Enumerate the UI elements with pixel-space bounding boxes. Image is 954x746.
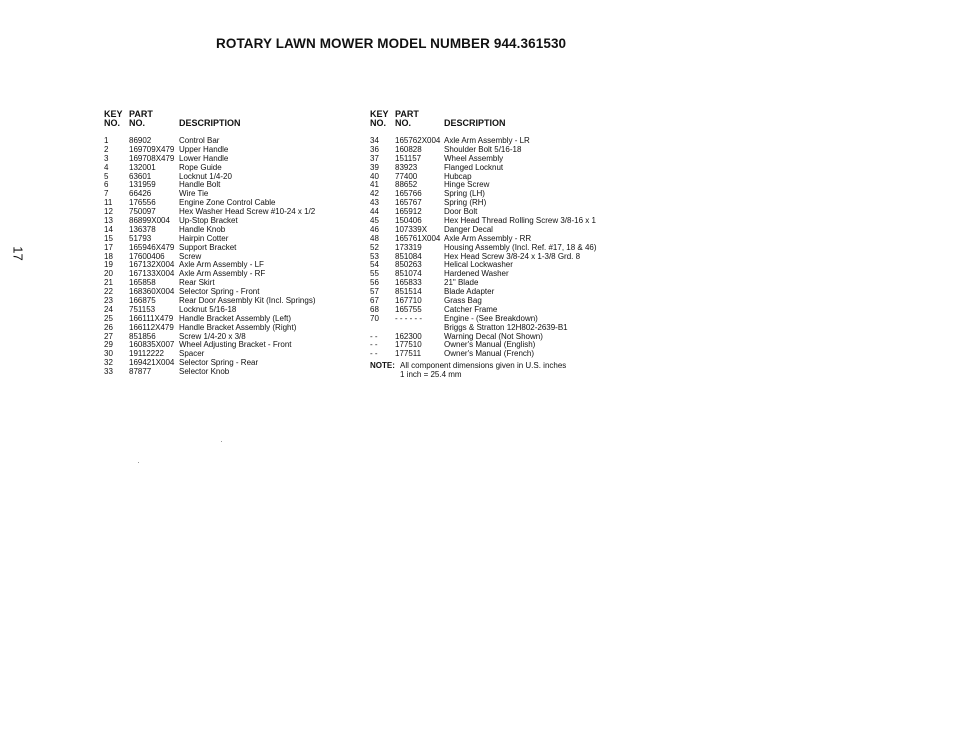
part-no: 166875 [129, 296, 156, 306]
header-key: KEY [104, 109, 123, 119]
key-no: 21 [104, 278, 113, 288]
part-no: 169709X479 [129, 144, 175, 154]
key-no: 11 [104, 198, 113, 208]
description: Spring (LH) [444, 189, 485, 199]
description: Spacer [179, 349, 205, 359]
header-key-no: NO. [370, 118, 387, 128]
key-no: - - [370, 340, 378, 350]
table-row [370, 207, 566, 216]
description: Door Bolt [444, 207, 478, 217]
part-no: 131959 [129, 180, 156, 190]
key-no: 46 [370, 224, 379, 234]
description: Axle Arm Assembly - LR [444, 136, 530, 145]
part-no: 750097 [129, 207, 156, 217]
key-no: 23 [104, 296, 113, 306]
key-no: 40 [370, 171, 379, 181]
description: Engine - (See Breakdown) [444, 313, 538, 323]
part-no: 173319 [395, 242, 422, 252]
key-no: 53 [370, 251, 379, 261]
key-no: 26 [104, 322, 113, 332]
table-row [370, 251, 581, 261]
description: Rope Guide [179, 162, 222, 172]
description: Selector Knob [179, 367, 230, 377]
description: Wheel Assembly [444, 153, 504, 163]
description: Danger Decal [444, 224, 493, 234]
part-no: 851074 [395, 269, 422, 279]
key-no: 43 [370, 198, 379, 208]
description: Owner's Manual (French) [444, 349, 534, 359]
description: Up-Stop Bracket [179, 216, 238, 226]
description: Lower Handle [179, 153, 229, 163]
header-key: KEY [370, 109, 389, 119]
description: Screw [179, 251, 202, 261]
table-row [370, 296, 566, 305]
description: Axle Arm Assembly - LF [179, 260, 264, 270]
key-no: 30 [104, 349, 113, 359]
part-no: 51793 [129, 233, 152, 243]
description: Rear Door Assembly Kit (Incl. Springs) [179, 296, 316, 306]
table-row [370, 225, 566, 234]
part-no: 167133X004 [129, 269, 175, 279]
key-no: 5 [104, 171, 109, 181]
key-no: 67 [370, 296, 379, 306]
parts-table-right [370, 109, 597, 380]
key-no: 52 [370, 242, 379, 252]
description: Warning Decal (Not Shown) [444, 331, 543, 341]
part-no: 851514 [395, 287, 422, 297]
table-row [370, 332, 566, 341]
table-row [370, 305, 566, 314]
part-no: 169708X479 [129, 153, 175, 163]
part-no: 850263 [395, 260, 422, 270]
table-header [370, 110, 566, 136]
part-no: 66426 [129, 189, 152, 199]
header-key-no: NO. [104, 118, 121, 128]
part-no: 88652 [395, 180, 418, 190]
key-no: 27 [104, 331, 113, 341]
part-no: 132001 [129, 162, 156, 172]
key-no: 32 [104, 358, 113, 368]
description: Wire Tie [179, 189, 209, 199]
key-no: 37 [370, 153, 379, 163]
part-no: 166112X479 [129, 322, 174, 332]
description: Grass Bag [444, 296, 482, 306]
table-row [370, 260, 566, 269]
description: Selector Spring - Rear [179, 358, 259, 368]
description: Wheel Adjusting Bracket - Front [179, 340, 292, 350]
key-no: 48 [370, 233, 379, 243]
part-no: 165762X004 [395, 136, 441, 145]
description: Hinge Screw [444, 180, 490, 190]
key-no: 19 [104, 260, 113, 270]
key-no: 39 [370, 162, 379, 172]
description: Hex Head Thread Rolling Screw 3/8-16 x 1 [444, 216, 596, 226]
key-no: 70 [370, 313, 379, 323]
part-no: 167132X004 [129, 260, 175, 270]
part-no: 151157 [395, 153, 422, 163]
description: Shoulder Bolt 5/16-18 [444, 144, 522, 154]
key-no: 24 [104, 304, 113, 314]
key-no: 2 [104, 144, 109, 154]
description: Control Bar [179, 136, 220, 145]
key-no: 12 [104, 207, 113, 217]
part-no: 167710 [395, 296, 422, 306]
key-no: 42 [370, 189, 379, 199]
description: Axle Arm Assembly - RF [179, 269, 266, 279]
part-no: 19112222 [129, 349, 164, 359]
table-row [370, 163, 566, 172]
note-text: All component dimensions given in U.S. inches [400, 361, 567, 371]
key-no: 56 [370, 278, 379, 288]
key-no: 29 [104, 340, 113, 350]
description: Axle Arm Assembly - RR [444, 233, 532, 243]
key-no: 25 [104, 313, 113, 323]
description: Hex Washer Head Screw #10-24 x 1/2 [179, 207, 316, 217]
table-row [370, 198, 566, 207]
key-no: 55 [370, 269, 379, 279]
key-no: 36 [370, 144, 379, 154]
part-no: 63601 [129, 171, 152, 181]
table-row [370, 216, 596, 226]
table-row [370, 189, 566, 198]
key-no: 22 [104, 287, 113, 297]
part-no: 177511 [395, 349, 422, 359]
part-no: 83923 [395, 162, 418, 172]
table-row [370, 172, 566, 181]
part-no: 162300 [395, 331, 422, 341]
description: Spring (RH) [444, 198, 487, 208]
table-row [370, 278, 566, 287]
description: Upper Handle [179, 144, 229, 154]
scan-speck [221, 441, 222, 442]
part-no: 169421X004 [129, 358, 175, 368]
table-row [370, 242, 597, 252]
part-no: 165761X004 [395, 233, 441, 243]
table-row [370, 136, 566, 145]
description: 21" Blade [444, 278, 479, 288]
description: Hubcap [444, 171, 472, 181]
description: Briggs & Stratton 12H802-2639-B1 [444, 322, 568, 332]
part-no: 177510 [395, 340, 422, 350]
description: Engine Zone Control Cable [179, 198, 276, 208]
part-no: - - - - - - [395, 313, 423, 323]
part-no: 87877 [129, 367, 152, 377]
description: Owner's Manual (English) [444, 340, 536, 350]
description: Locknut 5/16-18 [179, 304, 237, 314]
key-no: 7 [104, 189, 109, 199]
table-row [370, 323, 566, 332]
header-part: PART [129, 109, 153, 119]
key-no: 1 [104, 136, 109, 145]
part-no: 165755 [395, 304, 422, 314]
table-row [370, 234, 566, 243]
description: Helical Lockwasher [444, 260, 513, 270]
part-no: 150406 [395, 216, 422, 226]
table-row [370, 287, 566, 296]
note [370, 361, 566, 370]
part-no: 17600406 [129, 251, 165, 261]
part-no: 851856 [129, 331, 156, 341]
key-no: 4 [104, 162, 109, 172]
part-no: 851084 [395, 251, 422, 261]
description: Screw 1/4-20 x 3/8 [179, 331, 246, 341]
description: Hardened Washer [444, 269, 509, 279]
part-no: 165766 [395, 189, 422, 199]
key-no: 34 [370, 136, 379, 145]
header-part-no: NO. [129, 118, 146, 128]
key-no: 3 [104, 153, 109, 163]
table-row [370, 340, 566, 349]
description: Hex Head Screw 3/8-24 x 1-3/8 Grd. 8 [444, 251, 581, 261]
description: Flanged Locknut [444, 162, 504, 172]
description: Handle Bolt [179, 180, 221, 190]
description: Handle Knob [179, 224, 226, 234]
parts-list-right [370, 136, 597, 359]
description: Hairpin Cotter [179, 233, 229, 243]
key-no: 6 [104, 180, 109, 190]
part-no: 751153 [129, 304, 156, 314]
key-no: 20 [104, 269, 113, 279]
description: Selector Spring - Front [179, 287, 260, 297]
key-no: 15 [104, 233, 113, 243]
key-no: 68 [370, 304, 379, 314]
part-no: 136378 [129, 224, 156, 234]
description: Rear Skirt [179, 278, 215, 288]
scan-speck [138, 462, 139, 463]
table-row [370, 314, 566, 323]
part-no: 160828 [395, 144, 422, 154]
key-no: 44 [370, 207, 379, 217]
key-no: 14 [104, 224, 113, 234]
part-no: 86899X004 [129, 216, 170, 226]
part-no: 165912 [395, 207, 422, 217]
part-no: 165833 [395, 278, 422, 288]
note-conversion: 1 inch = 25.4 mm [400, 370, 462, 380]
part-no: 86902 [129, 136, 152, 145]
part-no: 165767 [395, 198, 422, 208]
part-no: 77400 [395, 171, 418, 181]
table-row [370, 180, 566, 189]
table-row [370, 154, 566, 163]
description: Housing Assembly (Incl. Ref. #17, 18 & 46) [444, 242, 597, 252]
key-no: - - [370, 331, 378, 341]
header-part-no: NO. [395, 118, 412, 128]
part-no: 176556 [129, 198, 156, 208]
description: Handle Bracket Assembly (Right) [179, 322, 297, 332]
description: Blade Adapter [444, 287, 495, 297]
key-no: 41 [370, 180, 379, 190]
header-description: DESCRIPTION [444, 118, 506, 128]
key-no: 54 [370, 260, 379, 270]
key-no: 17 [104, 242, 113, 252]
description: Handle Bracket Assembly (Left) [179, 313, 292, 323]
part-no: 160835X007 [129, 340, 175, 350]
key-no: 33 [104, 367, 113, 377]
header-description: DESCRIPTION [179, 118, 241, 128]
part-no: 168360X004 [129, 287, 175, 297]
page-number: 17 [10, 246, 26, 261]
key-no: 45 [370, 216, 379, 226]
table-row [370, 349, 566, 358]
description: Locknut 1/4-20 [179, 171, 232, 181]
part-no: 165946X479 [129, 242, 175, 252]
key-no: 57 [370, 287, 379, 297]
part-no: 165858 [129, 278, 156, 288]
key-no: 18 [104, 251, 113, 261]
header-part: PART [395, 109, 419, 119]
key-no: - - [370, 349, 378, 359]
key-no: 13 [104, 216, 113, 226]
table-row [370, 269, 566, 278]
page-title: ROTARY LAWN MOWER MODEL NUMBER 944.361530 [216, 36, 567, 51]
description: Catcher Frame [444, 304, 498, 314]
part-no: 107339X [395, 224, 428, 234]
description: Support Bracket [179, 242, 237, 252]
part-no: 166111X479 [129, 313, 174, 323]
table-row [370, 145, 566, 154]
note-label: NOTE: [370, 361, 395, 371]
